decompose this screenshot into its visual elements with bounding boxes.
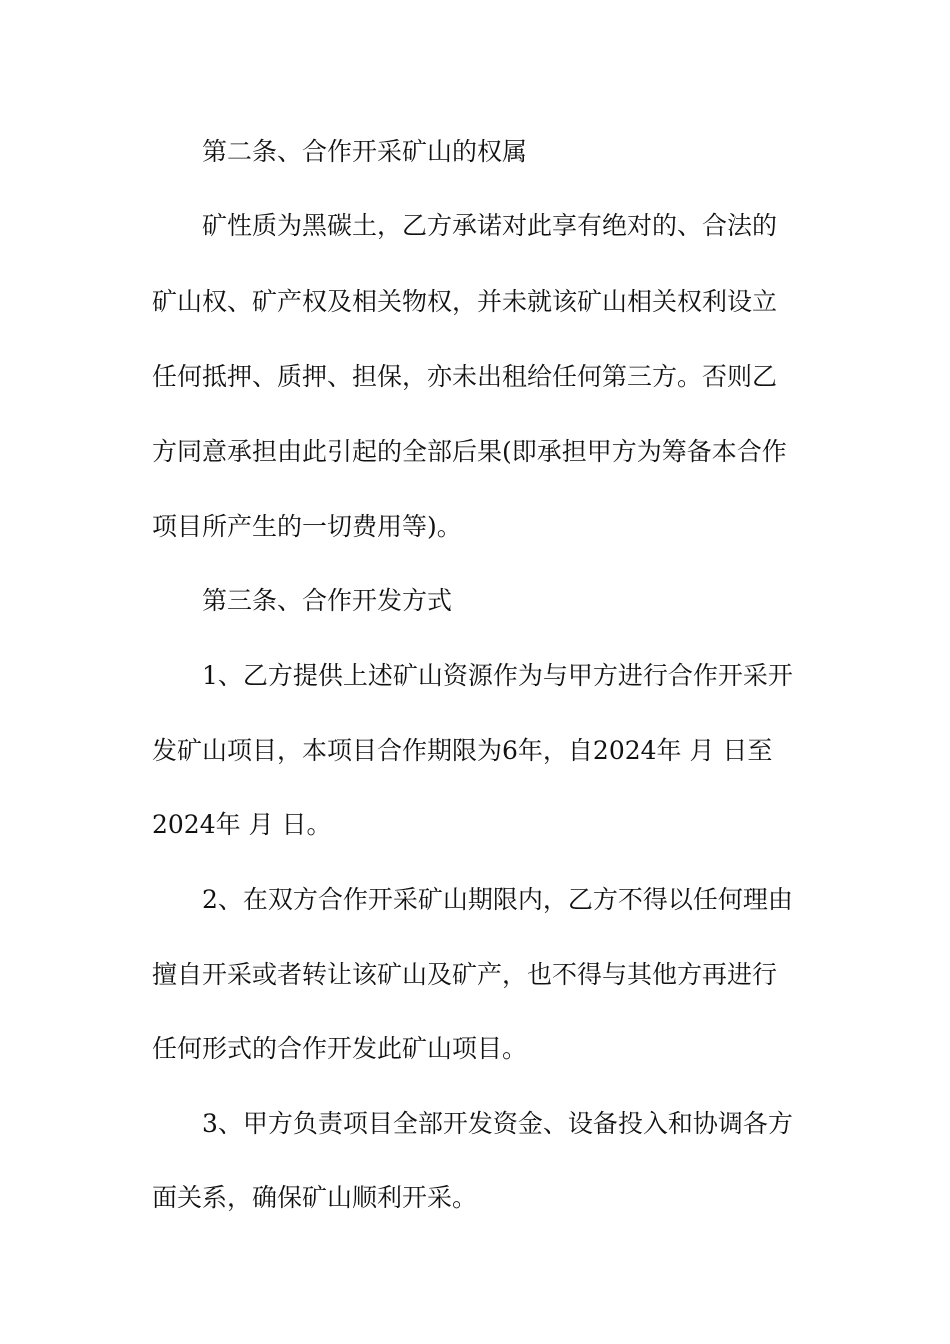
article-2-heading: 第二条、合作开采矿山的权属 [202, 137, 528, 166]
clause-2-line: 任何形式的合作开发此矿山项目。 [152, 1034, 528, 1063]
paragraph-line: 任何抵押、质押、担保，亦未出租给任何第三方。否则乙 [152, 362, 778, 391]
clause-1-line: 2024年 月 日。 [152, 810, 332, 839]
paragraph-line: 项目所产生的一切费用等)。 [152, 512, 462, 541]
clause-3-line: 面关系，确保矿山顺利开采。 [152, 1183, 478, 1212]
clause-2-line: 2、在双方合作开采矿山期限内，乙方不得以任何理由 [202, 885, 793, 914]
paragraph-line: 矿性质为黑碳土，乙方承诺对此享有绝对的、合法的 [202, 211, 778, 240]
clause-2-line: 擅自开采或者转让该矿山及矿产，也不得与其他方再进行 [152, 960, 778, 989]
clause-3-line: 3、甲方负责项目全部开发资金、设备投入和协调各方 [202, 1109, 793, 1138]
paragraph-line: 矿山权、矿产权及相关物权，并未就该矿山相关权利设立 [152, 287, 778, 316]
article-3-heading: 第三条、合作开发方式 [202, 586, 453, 615]
clause-1-line: 1、乙方提供上述矿山资源作为与甲方进行合作开采开 [202, 661, 793, 690]
clause-1-line: 发矿山项目，本项目合作期限为6年，自2024年 月 日至 [152, 736, 773, 765]
paragraph-line: 方同意承担由此引起的全部后果(即承担甲方为筹备本合作 [152, 437, 787, 466]
